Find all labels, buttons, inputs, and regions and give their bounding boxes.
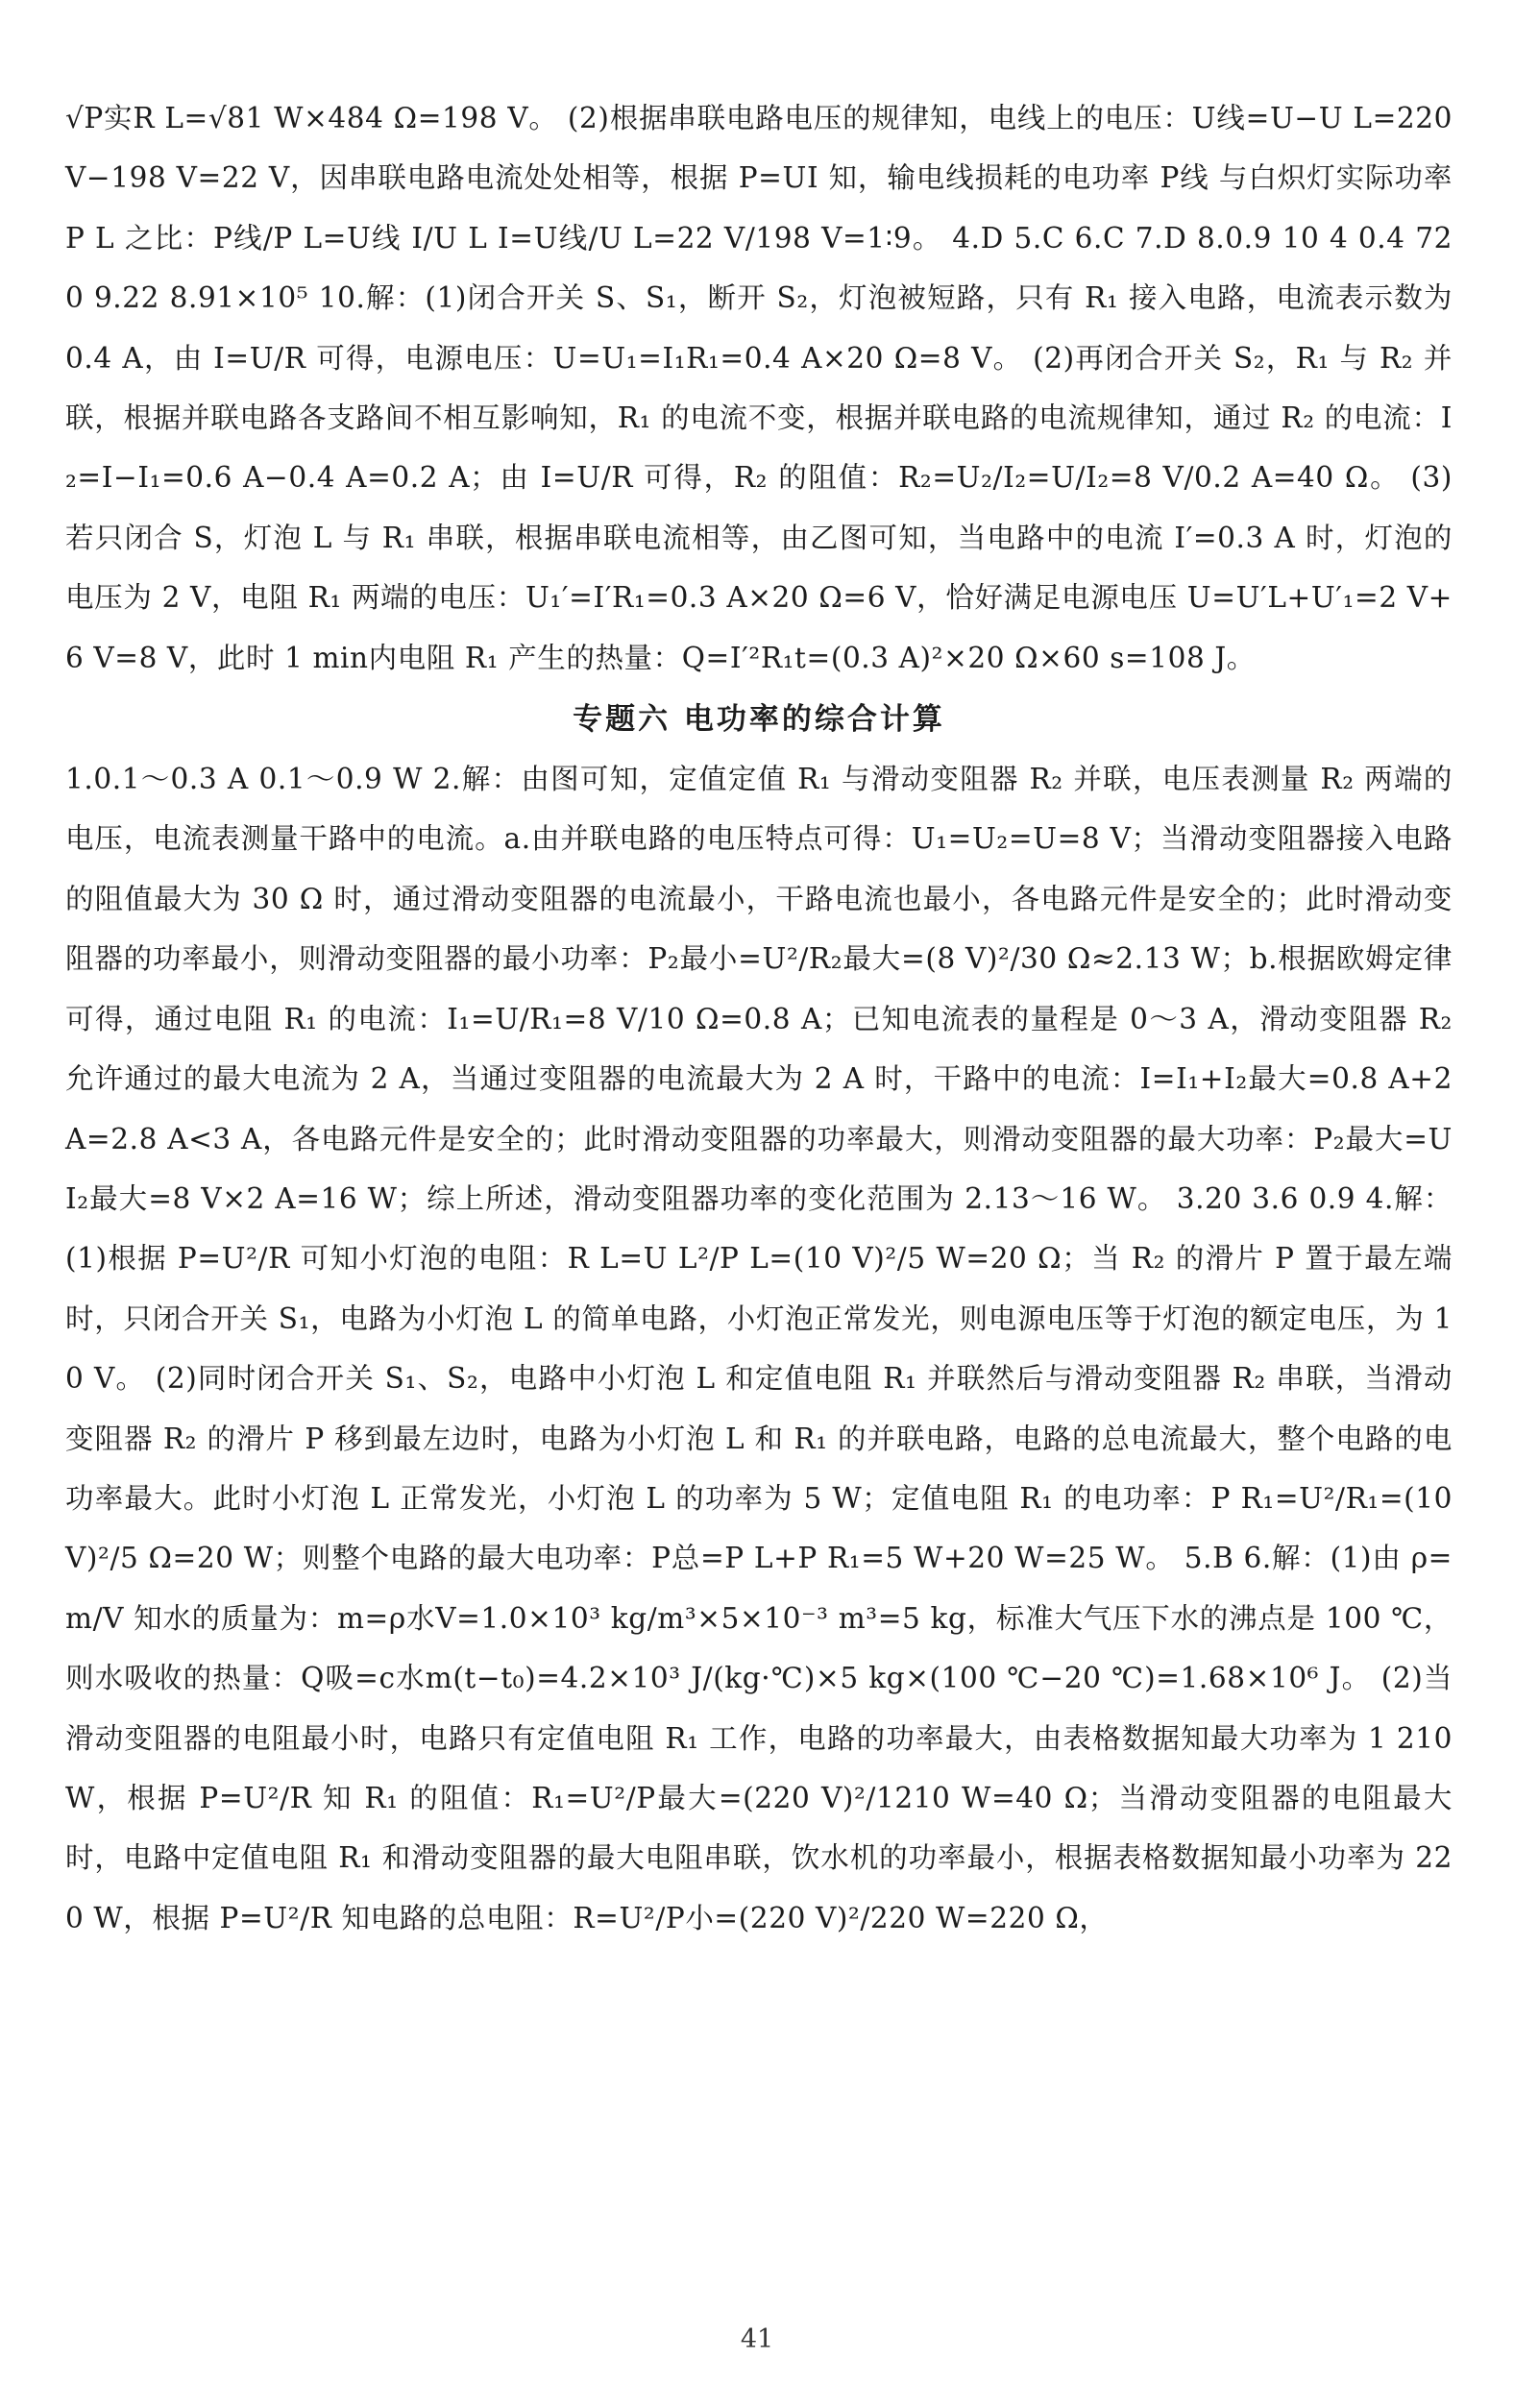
page-number: 41 [740,2324,774,2354]
section-title: 专题六 电功率的综合计算 [573,702,945,738]
answer-paragraph-1: √P实R L=√81 W×484 Ω=198 V。 (2)根据串联电路电压的规律知，电线上的电压：U线=U−U L=220 V−198 V=22 V，因串联电路电流处处相等，根据 P=UI 知，输电线损耗的电功率 P线 与白炽灯实际功率 P L 之比：P线/P L=U线 I/U L I=U线/U L=22 V/198 V=1∶9。 4.D 5.C 6.C 7.D 8.0.9 10 4 0.4 720 9.22 8.91×10⁵ 10.解：(1)闭合开关 S、S₁，断开 S₂，灯泡被短路，只有 R₁ 接入电路，电流表示数为 0.4 A，由 I=U/R 可得，电源电压：U=U₁=I₁R₁=0.4 A×20 Ω=8 V。 (2)再闭合开关 S₂，R₁ 与 R₂ 并联，根据并联电路各支路间不相互影响知，R₁ 的电流不变，根据并联电路的电流规律知，通过 R₂ 的电流：I₂=I−I₁=0.6 A−0.4 A=0.2 A；由 I=U/R 可得，R₂ 的阻值：R₂=U₂/I₂=U/I₂=8 V/0.2 A=40 Ω。 (3)若只闭合 S，灯泡 L 与 R₁ 串联，根据串联电流相等，由乙图可知，当电路中的电流 I′=0.3 A 时，灯泡的电压为 2 V，电阻 R₁ 两端的电压：U₁′=I′R₁=0.3 A×20 Ω=6 V，恰好满足电源电压 U=U′L+U′₁=2 V+6 V=8 V，此时 1 min内电阻 R₁ 产生的热量：Q=I′²R₁t=(0.3 A)²×20 Ω×60 s=108 J。 [65,102,1453,674]
answer-paragraph-2: 1.0.1～0.3 A 0.1～0.9 W 2.解：由图可知，定值定值 R₁ 与滑动变阻器 R₂ 并联，电压表测量 R₂ 两端的电压，电流表测量干路中的电流。a.由并联电路的电压特点可得：U₁=U₂=U=8 V；当滑动变阻器接入电路的阻值最大为 30 Ω 时，通过滑动变阻器的电流最小，干路电流也最小，各电路元件是安全的；此时滑动变阻器的功率最小，则滑动变阻器的最小功率：P₂最小=U²/R₂最大=(8 V)²/30 Ω≈2.13 W；b.根据欧姆定律可得，通过电阻 R₁ 的电流：I₁=U/R₁=8 V/10 Ω=0.8 A；已知电流表的量程是 0～3 A，滑动变阻器 R₂ 允许通过的最大电流为 2 A，当通过变阻器的电流最大为 2 A 时，干路中的电流：I=I₁+I₂最大=0.8 A+2 A=2.8 A<3 A，各电路元件是安全的；此时滑动变阻器的功率最大，则滑动变阻器的最大功率：P₂最大=UI₂最大=8 V×2 A=16 W；综上所述，滑动变阻器功率的变化范围为 2.13～16 W。 3.20 3.6 0.9 4.解：(1)根据 P=U²/R 可知小灯泡的电阻：R L=U L²/P L=(10 V)²/5 W=20 Ω；当 R₂ 的滑片 P 置于最左端时，只闭合开关 S₁，电路为小灯泡 L 的简单电路，小灯泡正常发光，则电源电压等于灯泡的额定电压，为 10 V。 (2)同时闭合开关 S₁、S₂，电路中小灯泡 L 和定值电阻 R₁ 并联然后与滑动变阻器 R₂ 串联，当滑动变阻器 R₂ 的滑片 P 移到最左边时，电路为小灯泡 L 和 R₁ 的并联电路，电路的总电流最大，整个电路的电功率最大。此时小灯泡 L 正常发光，小灯泡 L 的功率为 5 W；定值电阻 R₁ 的电功率：P R₁=U²/R₁=(10 V)²/5 Ω=20 W；则整个电路的最大电功率：P总=P L+P R₁=5 W+20 W=25 W。 5.B 6.解：(1)由 ρ=m/V 知水的质量为：m=ρ水V=1.0×10³ kg/m³×5×10⁻³ m³=5 kg，标准大气压下水的沸点是 100 ℃，则水吸收的热量：Q吸=c水m(t−t₀)=4.2×10³ J/(kg·℃)×5 kg×(100 ℃−20 ℃)=1.68×10⁶ J。 (2)当滑动变阻器的电阻最小时，电路只有定值电阻 R₁ 工作，电路的功率最大，由表格数据知最大功率为 1 210 W，根据 P=U²/R 知 R₁ 的阻值：R₁=U²/P最大=(220 V)²/1210 W=40 Ω；当滑动变阻器的电阻最大时，电路中定值电阻 R₁ 和滑动变阻器的最大电阻串联，饮水机的功率最小，根据表格数据知最小功率为 220 W，根据 P=U²/R 知电路的总电阻：R=U²/P小=(220 V)²/220 W=220 Ω， [65,763,1453,1934]
